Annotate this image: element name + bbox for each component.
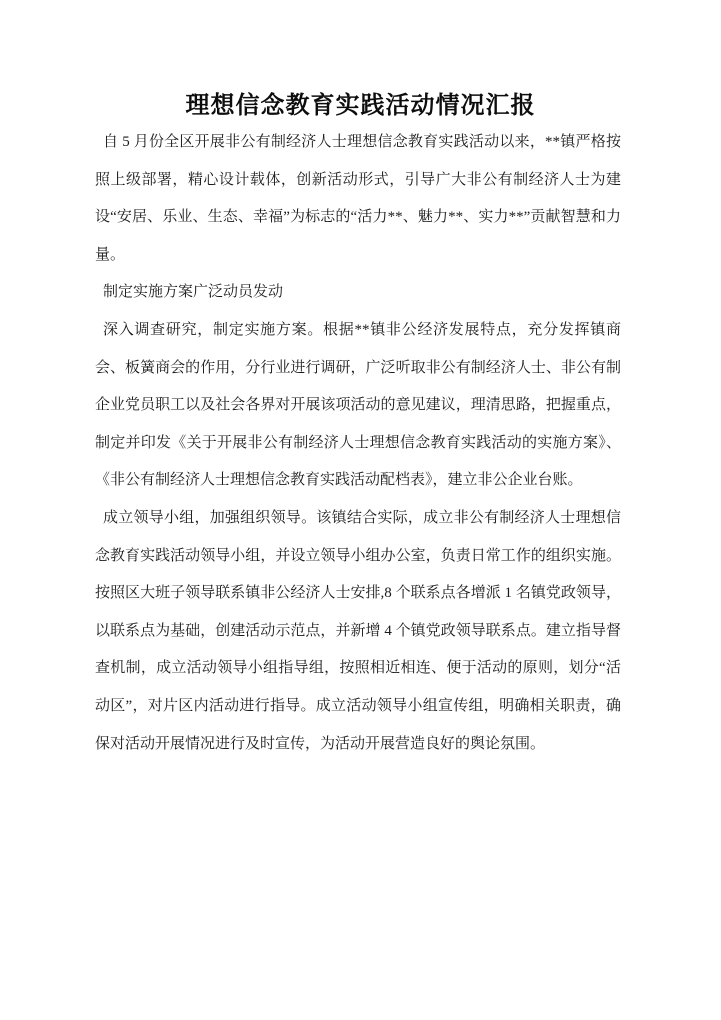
section-heading: 制定实施方案广泛动员发动: [103, 284, 284, 301]
paragraph-implementation-plan: 深入调查研究，制定实施方案。根据**镇非公经济发展特点，充分发挥镇商会、板簧商会的作用，分行业进行调研，广泛听取非公有制经济人士、非公有制企业党员职工以及社会各界对开展该项活动的意见建议，理清思路，把握重点，制定并印发《关于开展非公有制经济人士理想信念教育实践活动的实施方案》、《非公有制经济人士理想信念教育实践活动配档表》，建立非公企业台账。: [95, 321, 621, 489]
paragraph-intro: 自 5 月份全区开展非公有制经济人士理想信念教育实践活动以来，**镇严格按照上级部署，精心设计载体，创新活动形式，引导广大非公有制经济人士为建设“安居、乐业、生态、幸福”为标志的“活力**、魅力**、实力**”贡献智慧和力量。: [95, 134, 621, 263]
document-body: [95, 124, 621, 763]
document-title: 理想信念教育实践活动情况汇报: [185, 93, 536, 119]
paragraph-leadership-group: 成立领导小组，加强组织领导。该镇结合实际，成立非公有制经济人士理想信念教育实践活动领导小组，并设立领导小组办公室，负责日常工作的组织实施。按照区大班子领导联系镇非公经济人士安排,8 个联系点各增派 1 名镇党政领导，以联系点为基础，创建活动示范点，并新增 4 个镇党政领导联系点。建立指导督查机制，成立活动领导小组指导组，按照相近相连、便于活动的原则，划分“活动区”，对片区内活动进行指导。成立活动领导小组宣传组，明确相关职责，确保对活动开展情况进行及时宣传，为活动开展营造良好的舆论氛围。: [95, 509, 621, 752]
